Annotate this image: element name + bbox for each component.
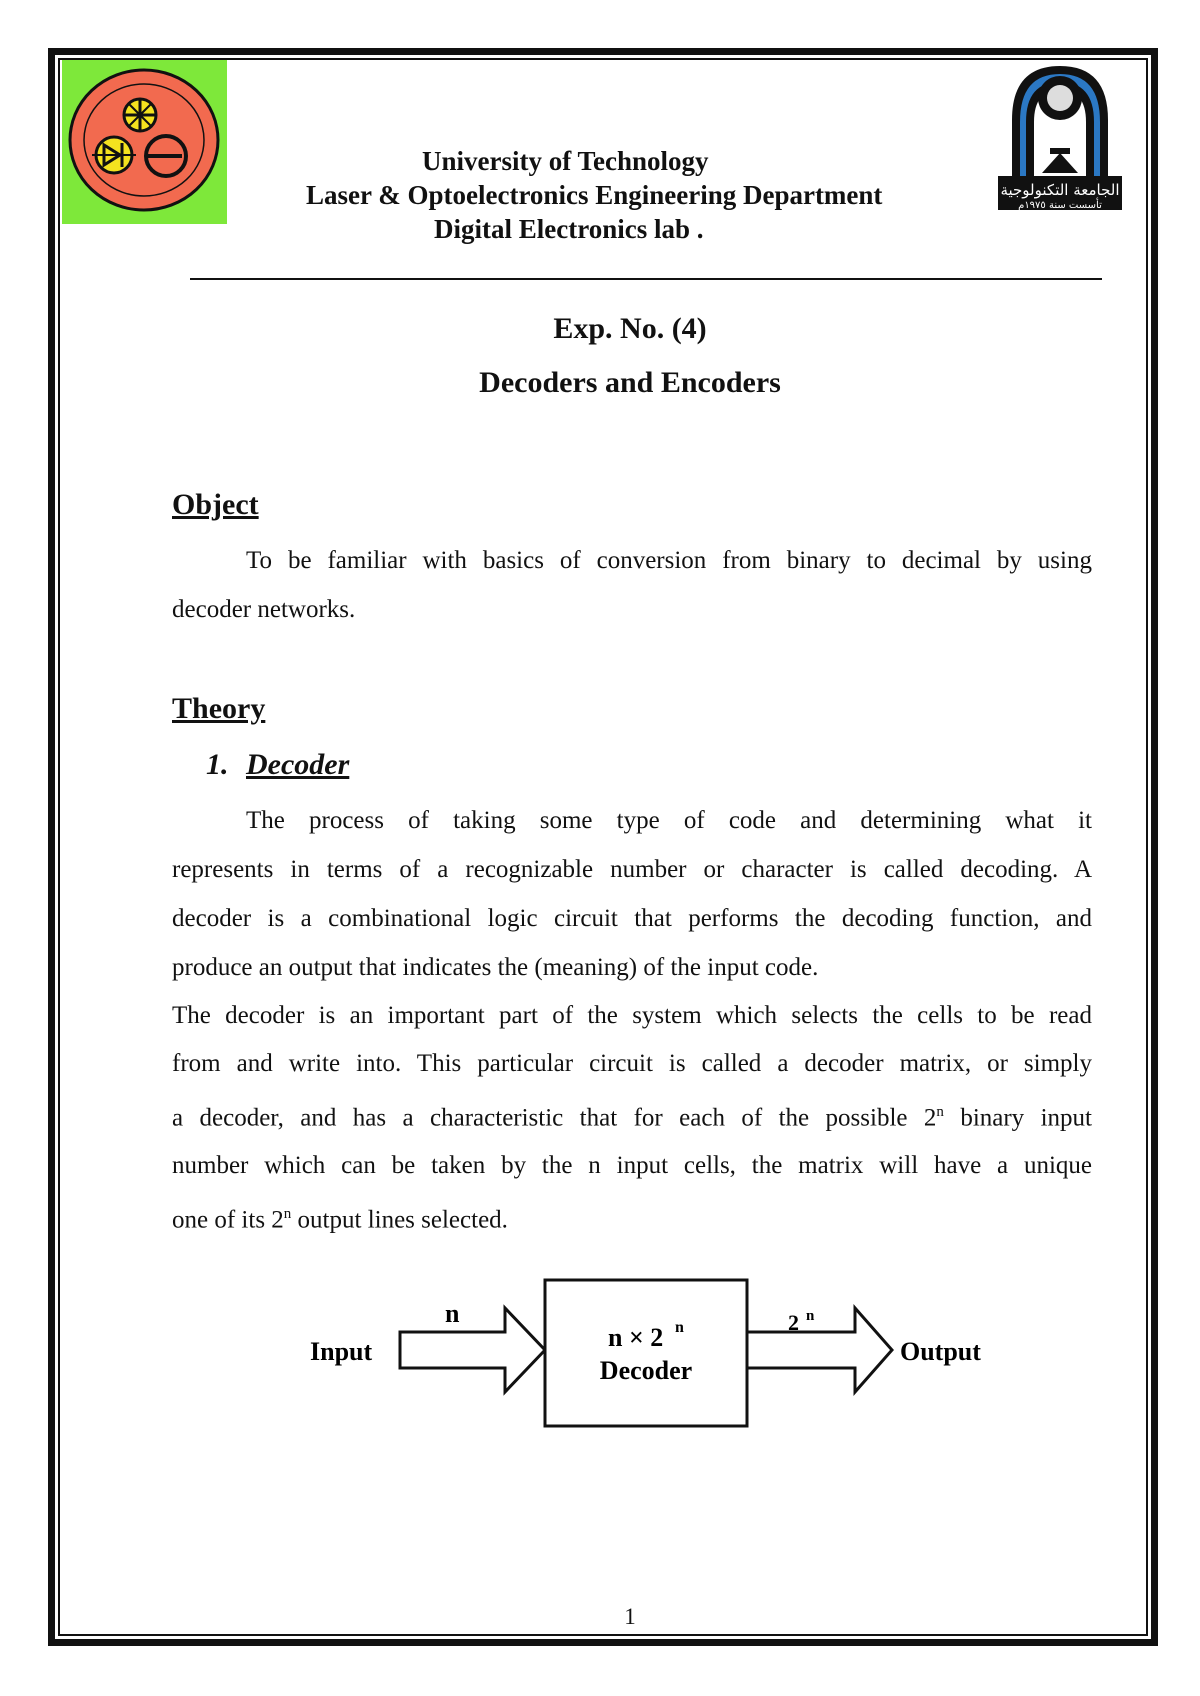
superscript: n: [283, 1206, 292, 1223]
theory-line: number which can be taken by the n input cells, the matrix will have a unique: [172, 1152, 1092, 1180]
block-name: Decoder: [599, 1356, 693, 1385]
university-of-technology-logo: [990, 58, 1130, 228]
experiment-number: Exp. No. (4): [553, 312, 707, 345]
header-divider: [190, 278, 1102, 280]
line-text: one of its 2: [172, 1206, 284, 1234]
theory-line: produce an output that indicates the (meaning) of the input code.: [172, 954, 819, 981]
theory-line: represents in terms of a recognizable number or character is called decoding. A: [172, 856, 1092, 883]
laser-optoelectronics-dept-logo: [62, 60, 227, 224]
theory-line: decoder is a combinational logic circuit that performs the decoding function, and: [172, 905, 1092, 932]
logo-arabic-year: تأسست سنة ١٩٧٥م: [1018, 200, 1102, 211]
header-lab: Digital Electronics lab .: [434, 214, 704, 244]
decoder-subheading: [206, 748, 349, 782]
dept-logo-icon: [62, 60, 227, 224]
decoder-block: [545, 1280, 747, 1426]
object-paragraph: [172, 536, 1092, 634]
input-label: Input: [310, 1337, 373, 1366]
block-dimension-sup: n: [675, 1319, 684, 1336]
logo-arabic-name: الجامعة التكنولوجية: [1000, 181, 1120, 199]
output-bits-label: 2: [788, 1310, 799, 1335]
theory-line: from and write into. This particular circuit is called a decoder matrix, or simply: [172, 1050, 1092, 1077]
theory-heading: Theory: [172, 692, 266, 725]
subheading-title: Decoder: [246, 748, 350, 781]
input-bits-label: n: [445, 1299, 460, 1328]
theory-line: [172, 1190, 1092, 1244]
theory-paragraph-1: [172, 796, 1092, 992]
block-dimension: n × 2: [608, 1323, 664, 1352]
subheading-number: 1.: [206, 748, 229, 781]
superscript: n: [936, 1104, 944, 1120]
output-label: Output: [900, 1337, 981, 1366]
object-line: To be familiar with basics of conversion from binary to decimal by using: [246, 547, 1092, 574]
page-number: 1: [624, 1604, 636, 1629]
output-arrow: [747, 1308, 892, 1392]
header-department: Laser & Optoelectronics Engineering Department: [306, 180, 883, 210]
output-bits-sup: n: [806, 1308, 815, 1324]
theory-line: The decoder is an important part of the system which selects the cells to be read: [172, 1002, 1092, 1029]
line-text: a decoder, and has a characteristic that for each of the possible 2: [172, 1104, 937, 1132]
header-university: University of Technology: [422, 146, 709, 176]
object-heading: Object: [172, 488, 259, 521]
decoder-block-diagram: [290, 1270, 1010, 1440]
line-text: output lines selected.: [291, 1206, 508, 1234]
theory-line: The process of taking some type of code and determining what it: [246, 807, 1092, 834]
theory-line: [172, 1088, 1092, 1142]
theory-paragraph-2: [172, 992, 1092, 1245]
object-line: decoder networks.: [172, 596, 356, 623]
line-text: binary input: [943, 1104, 1092, 1132]
experiment-title: Decoders and Encoders: [479, 366, 781, 399]
input-arrow: [400, 1308, 545, 1392]
university-logo-icon: [990, 58, 1130, 228]
decoder-diagram-svg: [290, 1270, 1010, 1440]
